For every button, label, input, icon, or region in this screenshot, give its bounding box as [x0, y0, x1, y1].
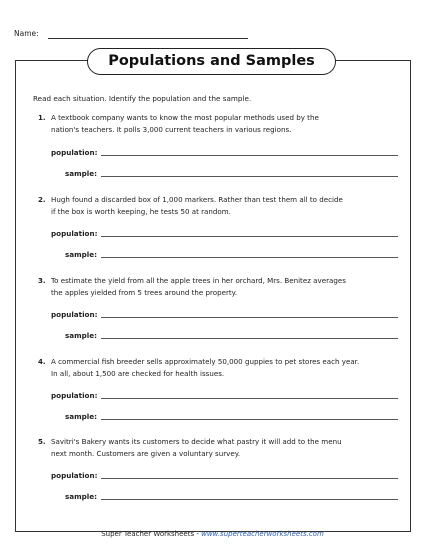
population-answer-line-3[interactable]	[101, 317, 398, 318]
question-text-line: In all, about 1,500 are checked for health issues.	[51, 368, 225, 378]
question-number: 4.	[38, 357, 46, 366]
population-answer-line-2[interactable]	[101, 236, 398, 237]
sample-answer-line-4[interactable]	[101, 419, 398, 420]
name-label: Name:	[14, 29, 39, 38]
population-answer-line-1[interactable]	[101, 155, 398, 156]
question-number: 2.	[38, 195, 46, 204]
sample-label: sample:	[65, 412, 97, 421]
population-label: population:	[51, 310, 98, 319]
population-label: population:	[51, 471, 98, 480]
sample-label: sample:	[65, 331, 97, 340]
sample-label: sample:	[65, 169, 97, 178]
question-text-line: if the box is worth keeping, he tests 50 at random.	[51, 206, 231, 216]
question-text-line: the apples yielded from 5 trees around the property.	[51, 287, 238, 297]
name-line[interactable]	[48, 38, 248, 39]
question-text-line: nation's teachers. It polls 3,000 current teachers in various regions.	[51, 124, 292, 134]
population-label: population:	[51, 148, 98, 157]
question-text-line: To estimate the yield from all the apple trees in her orchard, Mrs. Benitez averages	[51, 276, 346, 285]
footer-url-link[interactable]: www.superteacherworksheets.com	[201, 530, 324, 538]
sample-label: sample:	[65, 250, 97, 259]
question-number: 3.	[38, 276, 46, 285]
footer-site-name: Super Teacher Worksheets -	[101, 530, 202, 538]
instructions: Read each situation. Identify the population and the sample.	[33, 94, 252, 103]
population-label: population:	[51, 229, 98, 238]
question-text-line: Savitri's Bakery wants its customers to decide what pastry it will add to the menu	[51, 437, 342, 446]
question-number: 5.	[38, 437, 46, 446]
population-answer-line-5[interactable]	[101, 478, 398, 479]
sample-answer-line-2[interactable]	[101, 257, 398, 258]
question-text-line: A textbook company wants to know the most popular methods used by the	[51, 113, 319, 122]
population-answer-line-4[interactable]	[101, 398, 398, 399]
sample-answer-line-5[interactable]	[101, 499, 398, 500]
sample-label: sample:	[65, 492, 97, 501]
page-title: Populations and Samples	[87, 48, 336, 75]
question-number: 1.	[38, 113, 46, 122]
sample-answer-line-1[interactable]	[101, 176, 398, 177]
question-text-line: Hugh found a discarded box of 1,000 markers. Rather than test them all to decide	[51, 195, 343, 204]
population-label: population:	[51, 391, 98, 400]
sample-answer-line-3[interactable]	[101, 338, 398, 339]
question-text-line: A commercial fish breeder sells approximately 50,000 guppies to pet stores each year.	[51, 357, 360, 366]
footer	[0, 530, 425, 538]
question-text-line: next month. Customers are given a voluntary survey.	[51, 448, 241, 458]
